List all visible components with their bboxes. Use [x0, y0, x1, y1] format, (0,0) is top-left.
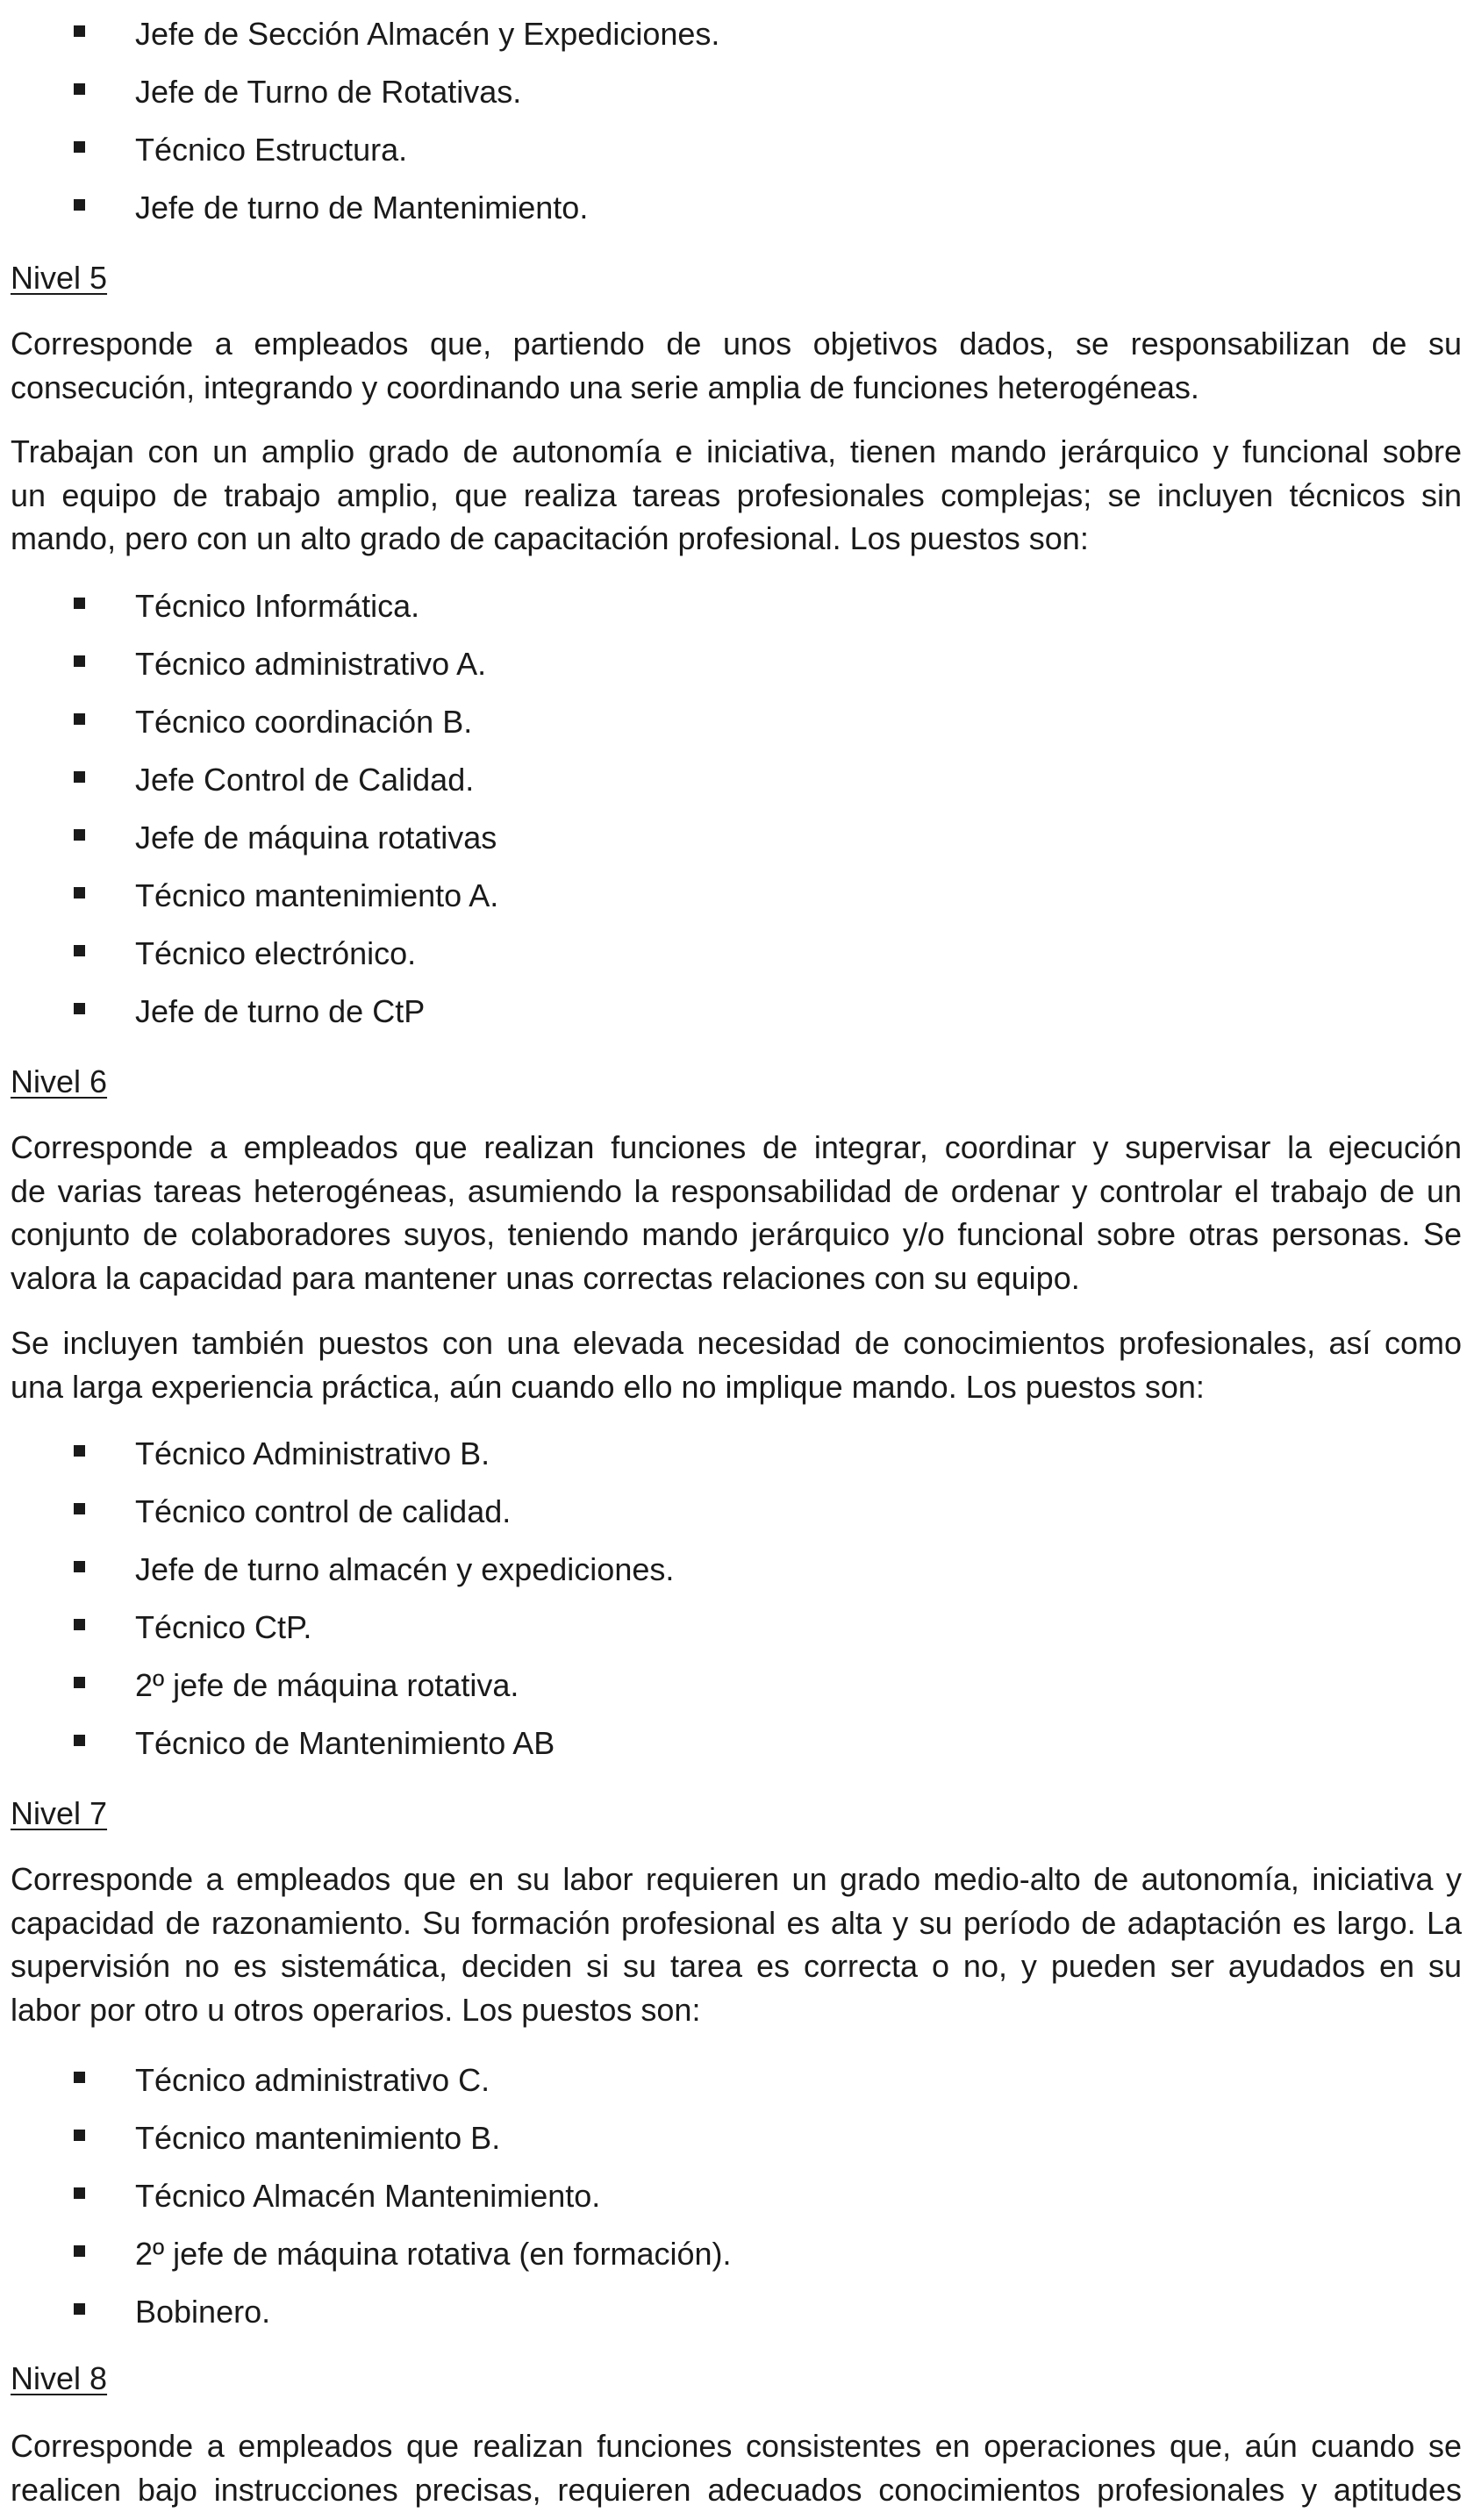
section-heading-nivel-5: Nivel 5 — [11, 260, 108, 296]
list-item: 2º jefe de máquina rotativa. — [11, 1657, 1462, 1715]
section-heading-nivel-6: Nivel 6 — [11, 1063, 108, 1099]
list-item: Técnico administrativo A. — [11, 635, 1462, 693]
section-heading-nivel-8: Nivel 8 — [11, 2360, 108, 2396]
bullet-icon — [74, 771, 85, 783]
bullet-icon — [74, 598, 85, 609]
bullet-icon — [74, 1445, 85, 1457]
bullet-icon — [74, 1003, 85, 1014]
bullet-icon — [74, 2130, 85, 2141]
bullet-icon — [74, 2303, 85, 2315]
list-item: Bobinero. — [11, 2283, 1462, 2341]
bullet-icon — [74, 83, 85, 95]
list-item: Jefe de máquina rotativas — [11, 809, 1462, 867]
bullet-icon — [74, 25, 85, 37]
list-item: Técnico CtP. — [11, 1599, 1462, 1657]
paragraph: Corresponde a empleados que en su labor requieren un grado medio-alto de autonomía, iniciativa y capacidad de razonamiento. Su formación profesional es alta y su período de adaptación es largo. La supervisión no es sistemática, deciden si su tarea es correcta o no, y pueden ser ayudados en su labor por otro u otros operarios. Los puestos son: — [11, 1861, 1462, 2028]
bullet-icon — [74, 199, 85, 211]
paragraph: Corresponde a empleados que, partiendo de unos objetivos dados, se responsabilizan de su consecución, integrando y coordinando una serie amplia de funciones heterogéneas. — [11, 326, 1462, 405]
list-item: Técnico mantenimiento B. — [11, 2109, 1462, 2167]
bullet-icon — [74, 713, 85, 725]
bullet-icon — [74, 887, 85, 898]
bullet-icon — [74, 141, 85, 153]
bullet-icon — [74, 1677, 85, 1688]
bullet-icon — [74, 1503, 85, 1514]
list-item: Técnico Administrativo B. — [11, 1425, 1462, 1483]
bullet-icon — [74, 2072, 85, 2083]
list-item: Técnico mantenimiento A. — [11, 867, 1462, 925]
list-item: Técnico de Mantenimiento AB — [11, 1715, 1462, 1772]
section-heading-nivel-7: Nivel 7 — [11, 1795, 108, 1831]
bullet-icon — [74, 829, 85, 841]
list-item: Jefe de turno de Mantenimiento. — [11, 179, 1462, 237]
list-item: Técnico Almacén Mantenimiento. — [11, 2167, 1462, 2225]
list-item: 2º jefe de máquina rotativa (en formación). — [11, 2225, 1462, 2283]
list-item: Jefe de turno de CtP — [11, 983, 1462, 1041]
bullet-icon — [74, 655, 85, 667]
paragraph: Corresponde a empleados que realizan funciones de integrar, coordinar y supervisar la ejecución de varias tareas heterogéneas, asumiendo la responsabilidad de ordenar y controlar el trabajo de un conjunto de colaboradores suyos, teniendo mando jerárquico y/o funcional sobre otras personas. Se valora la capacidad para mantener unas correctas relaciones con su equipo. — [11, 1129, 1462, 1296]
list-item: Técnico control de calidad. — [11, 1483, 1462, 1541]
list-item: Técnico administrativo C. — [11, 2051, 1462, 2109]
paragraph: Se incluyen también puestos con una elevada necesidad de conocimientos profesionales, así como una larga experiencia práctica, aún cuando ello no implique mando. Los puestos son: — [11, 1325, 1462, 1405]
bullet-icon — [74, 945, 85, 956]
list-item: Jefe de turno almacén y expediciones. — [11, 1541, 1462, 1599]
list-item: Técnico Estructura. — [11, 121, 1462, 179]
list-item: Técnico coordinación B. — [11, 693, 1462, 751]
list-item: Técnico Informática. — [11, 577, 1462, 635]
bullet-icon — [74, 2187, 85, 2199]
bullet-icon — [74, 2245, 85, 2257]
paragraph: Trabajan con un amplio grado de autonomía e iniciativa, tienen mando jerárquico y funcional sobre un equipo de trabajo amplio, que realiza tareas profesionales complejas; se incluyen técnicos sin mando, pero con un alto grado de capacitación profesional. Los puestos son: — [11, 433, 1462, 556]
list-item: Jefe de Turno de Rotativas. — [11, 63, 1462, 121]
paragraph: Corresponde a empleados que realizan funciones consistentes en operaciones que, aún cuando se realicen bajo instrucciones precisas, requieren adecuados conocimientos profesionales y aptitudes — [11, 2428, 1462, 2508]
list-item: Jefe de Sección Almacén y Expediciones. — [11, 5, 1462, 63]
list-item: Jefe Control de Calidad. — [11, 751, 1462, 809]
bullet-icon — [74, 1561, 85, 1572]
bullet-icon — [74, 1735, 85, 1746]
bullet-icon — [74, 1619, 85, 1630]
list-item: Técnico electrónico. — [11, 925, 1462, 983]
